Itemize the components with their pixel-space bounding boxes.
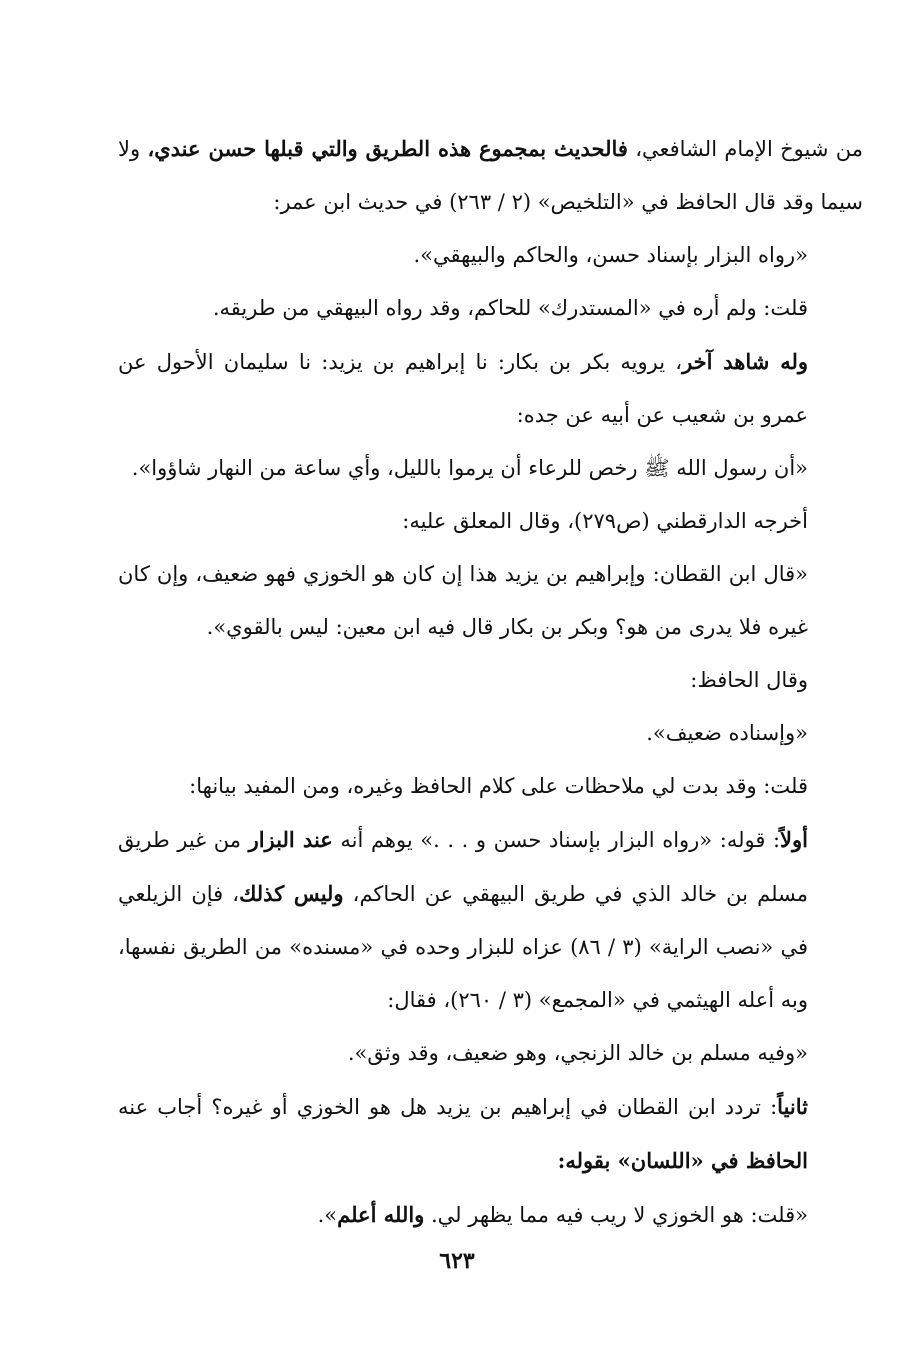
bold-run: فالحديث بمجموع هذه الطريق والتي قبلها حسن عندي، <box>147 136 628 161</box>
bold-run: الحافظ في «اللسان» بقوله: <box>557 1148 808 1173</box>
text-run: ، يرويه بكر بن بكار: نا إبراهيم بن يزيد: نا سليمان الأحول عن عمرو بن شعيب عن أبيه عن جده: <box>118 350 808 427</box>
text-run: قلت: ولم أره في «المستدرك» للحاكم، وقد رواه البيهقي من طريقه. <box>212 296 808 320</box>
paragraph-5 <box>118 442 863 495</box>
text-run: من شيوخ الإمام الشافعي، <box>627 137 863 161</box>
text-run: ولا سيما وقد قال الحافظ في «التلخيص» (٢ / ٢٦٣) في حديث ابن عمر: <box>118 137 863 214</box>
text-run: «رواه البزار بإسناد حسن، والحاكم والبيهقي». <box>413 243 808 267</box>
text-run: ، فإن الزيلعي في «نصب الراية» (٣ / ٨٦) عزاه للبزار وحده في «مسنده» من الطريق نفسها، وبه أعله الهيثمي في «المجمع» (٣ / ٢٦٠)، فقال: <box>118 882 808 1012</box>
paragraph-13 <box>118 1080 863 1188</box>
bold-run: عند البزار <box>248 827 333 852</box>
text-run: : تردد ابن القطان في إبراهيم بن يزيد هل هو الخوزي أو غيره؟ أجاب عنه <box>118 1095 778 1119</box>
bold-run: ثانياً <box>777 1094 808 1119</box>
body-text <box>118 122 863 1242</box>
text-run: قلت: وقد بدت لي ملاحظات على كلام الحافظ وغيره، ومن المفيد بيانها: <box>189 774 808 798</box>
text-run: من غير طريق مسلم بن خالد الذي في طريق البيهقي عن الحاكم، <box>118 828 808 906</box>
paragraph-3 <box>118 282 863 335</box>
paragraph-12 <box>118 1027 863 1080</box>
text-run: أخرجه الدارقطني (ص٢٧٩)، وقال المعلق عليه: <box>402 509 808 533</box>
paragraph-9 <box>118 707 863 760</box>
paragraph-4 <box>118 335 863 442</box>
page-number: ٦٢٣ <box>439 1248 475 1274</box>
paragraph-8 <box>118 654 863 707</box>
text-run: : قوله: «رواه البزار بإسناد حسن و . . .» يوهم أنه <box>332 828 781 852</box>
paragraph-7 <box>118 548 863 654</box>
text-run: «وفيه مسلم بن خالد الزنجي، وهو ضعيف، وقد وثق». <box>347 1041 808 1065</box>
paragraph-2 <box>118 229 863 282</box>
paragraph-14 <box>118 1188 863 1242</box>
paragraph-6 <box>118 495 863 548</box>
text-run: «أن رسول الله ﷺ رخص للرعاء أن يرموا بالليل، وأي ساعة من النهار شاؤوا». <box>131 456 808 480</box>
text-run: «قلت: هو الخوزي لا ريب فيه مما يظهر لي. <box>424 1203 808 1227</box>
paragraph-1 <box>118 122 863 229</box>
bold-run: أولاً <box>780 827 808 852</box>
paragraph-11 <box>118 813 863 1027</box>
paragraph-10 <box>118 760 863 813</box>
text-run: وقال الحافظ: <box>690 668 808 692</box>
bold-run: وليس كذلك <box>239 881 344 906</box>
text-run: «وإسناده ضعيف». <box>646 721 808 745</box>
bold-run: والله أعلم <box>337 1202 425 1227</box>
text-run: ». <box>317 1203 338 1227</box>
text-run: «قال ابن القطان: وإبراهيم بن يزيد هذا إن كان هو الخوزي فهو ضعيف، وإن كان غيره فلا يدرى من هو؟ وبكر بن بكار قال فيه ابن معين: ليس بالقوي». <box>118 562 808 639</box>
bold-run: وله شاهد آخر <box>682 349 808 374</box>
